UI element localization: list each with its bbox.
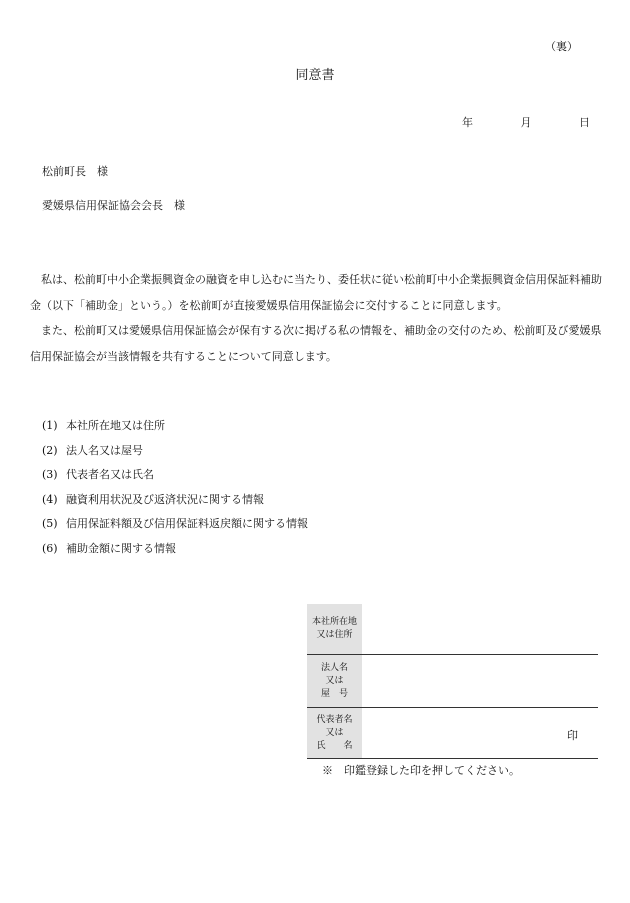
address-field[interactable] bbox=[362, 604, 598, 655]
list-item-number: (3) bbox=[42, 468, 58, 481]
consent-paragraph-2: また、松前町又は愛媛県信用保証協会が保有する次に掲げる私の情報を、補助金の交付のため、松前町及び愛媛県信用保証協会が当該情報を共有することについて同意します。 bbox=[30, 324, 602, 363]
table-row bbox=[307, 604, 598, 655]
consent-body bbox=[30, 267, 610, 369]
representative-field[interactable] bbox=[362, 708, 598, 759]
date-month: 月 bbox=[520, 116, 532, 129]
list-item-number: (1) bbox=[42, 419, 58, 432]
address-label-line1: 本社所在地 bbox=[311, 617, 357, 627]
list-item-number: (5) bbox=[42, 517, 58, 530]
business-name-label bbox=[307, 655, 362, 708]
list-item-number: (6) bbox=[42, 541, 58, 555]
list-item-text: 融資利用状況及び返済状況に関する情報 bbox=[66, 492, 264, 506]
page-side-label: （裏） bbox=[545, 40, 578, 53]
consent-paragraph-1: 私は、松前町中小企業振興資金の融資を申し込むに当たり、委任状に従い松前町中小企業振興資金信用保証料補助金（以下「補助金」という。）を松前町が直接愛媛県信用保証協会に交付することに同意します。 bbox=[30, 273, 602, 312]
date-year: 年 bbox=[462, 116, 473, 129]
list-item bbox=[42, 439, 308, 464]
info-list bbox=[42, 414, 308, 561]
list-item bbox=[42, 414, 308, 439]
list-item-number: (2) bbox=[42, 443, 58, 457]
representative-label-line2: 又は bbox=[325, 727, 344, 738]
list-item bbox=[42, 537, 308, 562]
list-item-text: 代表者名又は氏名 bbox=[66, 468, 154, 481]
business-name-label-line2: 又は bbox=[325, 675, 344, 686]
business-name-label-line3: 屋 号 bbox=[320, 688, 348, 699]
list-item bbox=[42, 512, 308, 537]
table-row bbox=[307, 708, 598, 759]
addressee-guarantee-association: 愛媛県信用保証協会会長 様 bbox=[42, 199, 185, 212]
list-item-text: 法人名又は屋号 bbox=[66, 443, 143, 457]
date-line bbox=[462, 114, 590, 130]
list-item bbox=[42, 488, 308, 513]
addressee-mayor: 松前町長 様 bbox=[42, 165, 108, 178]
representative-label bbox=[307, 708, 362, 759]
page-title: 同意書 bbox=[295, 68, 335, 83]
seal-mark: 印 bbox=[567, 729, 578, 742]
list-item bbox=[42, 463, 308, 488]
address-label bbox=[307, 604, 362, 655]
business-name-label-line1: 法人名 bbox=[320, 662, 348, 673]
list-item-text: 補助金額に関する情報 bbox=[66, 541, 176, 555]
list-item-text: 信用保証料額及び信用保証料返戻額に関する情報 bbox=[66, 517, 308, 530]
representative-label-line3: 氏 名 bbox=[316, 740, 353, 751]
signature-table bbox=[307, 604, 598, 759]
seal-note: ※ 印鑑登録した印を押してください。 bbox=[322, 764, 520, 777]
representative-label-line1: 代表者名 bbox=[316, 714, 353, 725]
list-item-text: 本社所在地又は住所 bbox=[66, 419, 165, 432]
list-item-number: (4) bbox=[42, 492, 58, 506]
table-row bbox=[307, 655, 598, 708]
date-day: 日 bbox=[579, 116, 590, 129]
address-label-line2: 又は住所 bbox=[316, 630, 353, 640]
business-name-field[interactable] bbox=[362, 655, 598, 708]
